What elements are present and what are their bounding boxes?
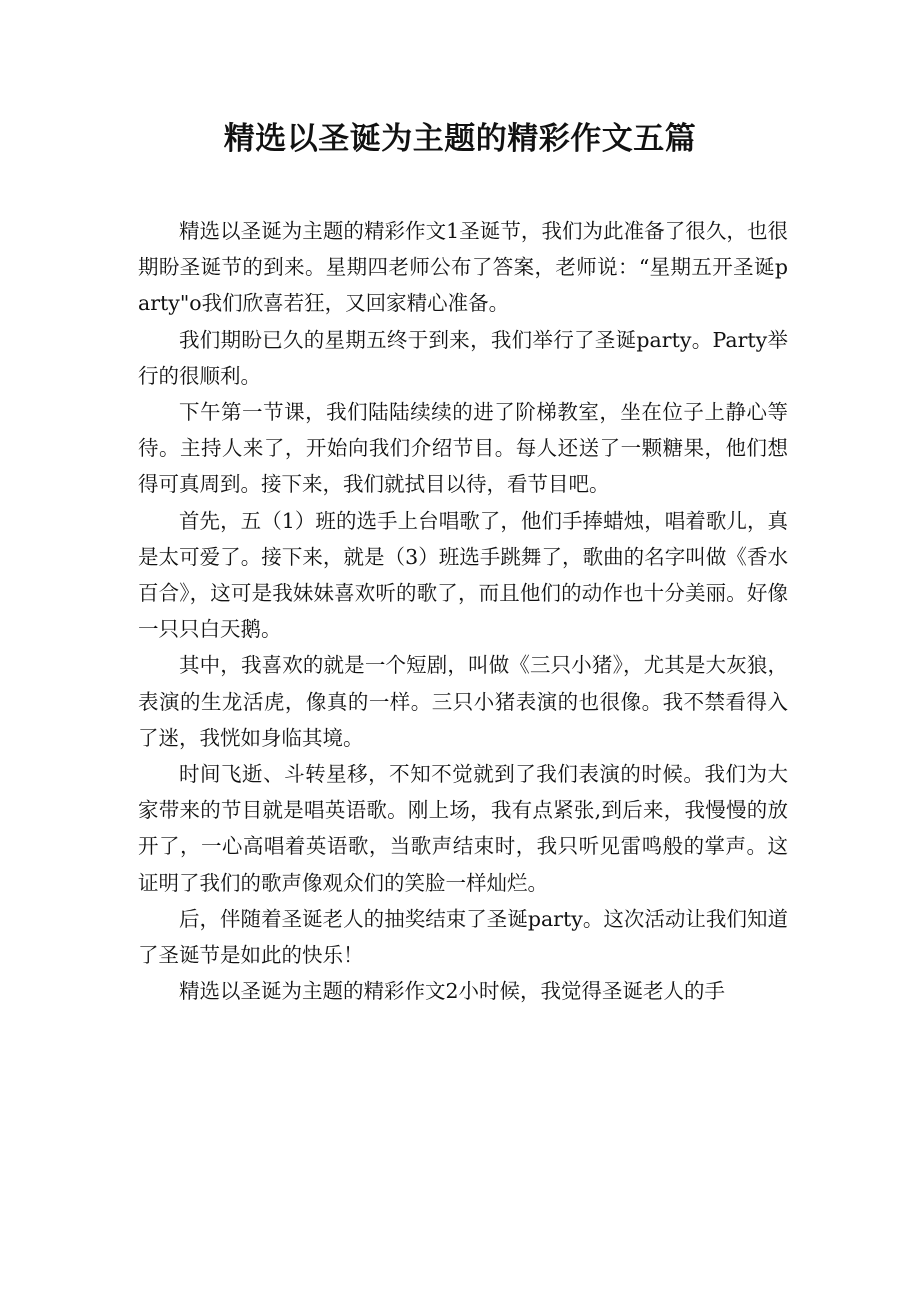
paragraph-3: 下午第一节课，我们陆陆续续的进了阶梯教室，坐在位子上静心等待。主持人来了，开始向我们介绍节目。每人还送了一颗糖果，他们想得可真周到。接下来，我们就拭目以待，看节目吧。 (138, 400, 788, 497)
paragraph-1: 精选以圣诞为主题的精彩作文1圣诞节，我们为此准备了很久，也很期盼圣诞节的到来。星期四老师公布了答案，老师说：“星期五开圣诞party"o我们欣喜若狂，又回家精心准备。 (138, 219, 788, 316)
document-title: 精选以圣诞为主题的精彩作文五篇 (223, 121, 697, 157)
paragraph-8: 精选以圣诞为主题的精彩作文2小时候，我觉得圣诞老人的手 (179, 979, 726, 1004)
paragraph-5: 其中，我喜欢的就是一个短剧，叫做《三只小猪》，尤其是大灰狼，表演的生龙活虎，像真的一样。三只小猪表演的也很像。我不禁看得入了迷，我恍如身临其境。 (138, 653, 788, 750)
paragraph-4: 首先，五（1）班的选手上台唱歌了，他们手捧蜡烛，唱着歌儿，真是太可爱了。接下来，就是（3）班选手跳舞了，歌曲的名字叫做《香水百合》，这可是我妹妹喜欢听的歌了，而且他们的动作也十分美丽。好像一只只白天鹅。 (138, 508, 788, 642)
document-body (138, 213, 788, 1009)
paragraph-2: 我们期盼已久的星期五终于到来，我们举行了圣诞party。Party举行的很顺利。 (138, 327, 788, 388)
paragraph-6: 时间飞逝、斗转星移，不知不觉就到了我们表演的时候。我们为大家带来的节目就是唱英语歌。刚上场，我有点紧张,到后来，我慢慢的放开了，一心高唱着英语歌，当歌声结束时，我只听见雷鸣般的掌声。这证明了我们的歌声像观众们的笑脸一样灿烂。 (138, 762, 788, 895)
paragraph-7: 后，伴随着圣诞老人的抽奖结束了圣诞party。这次活动让我们知道了圣诞节是如此的快乐！ (138, 906, 788, 968)
